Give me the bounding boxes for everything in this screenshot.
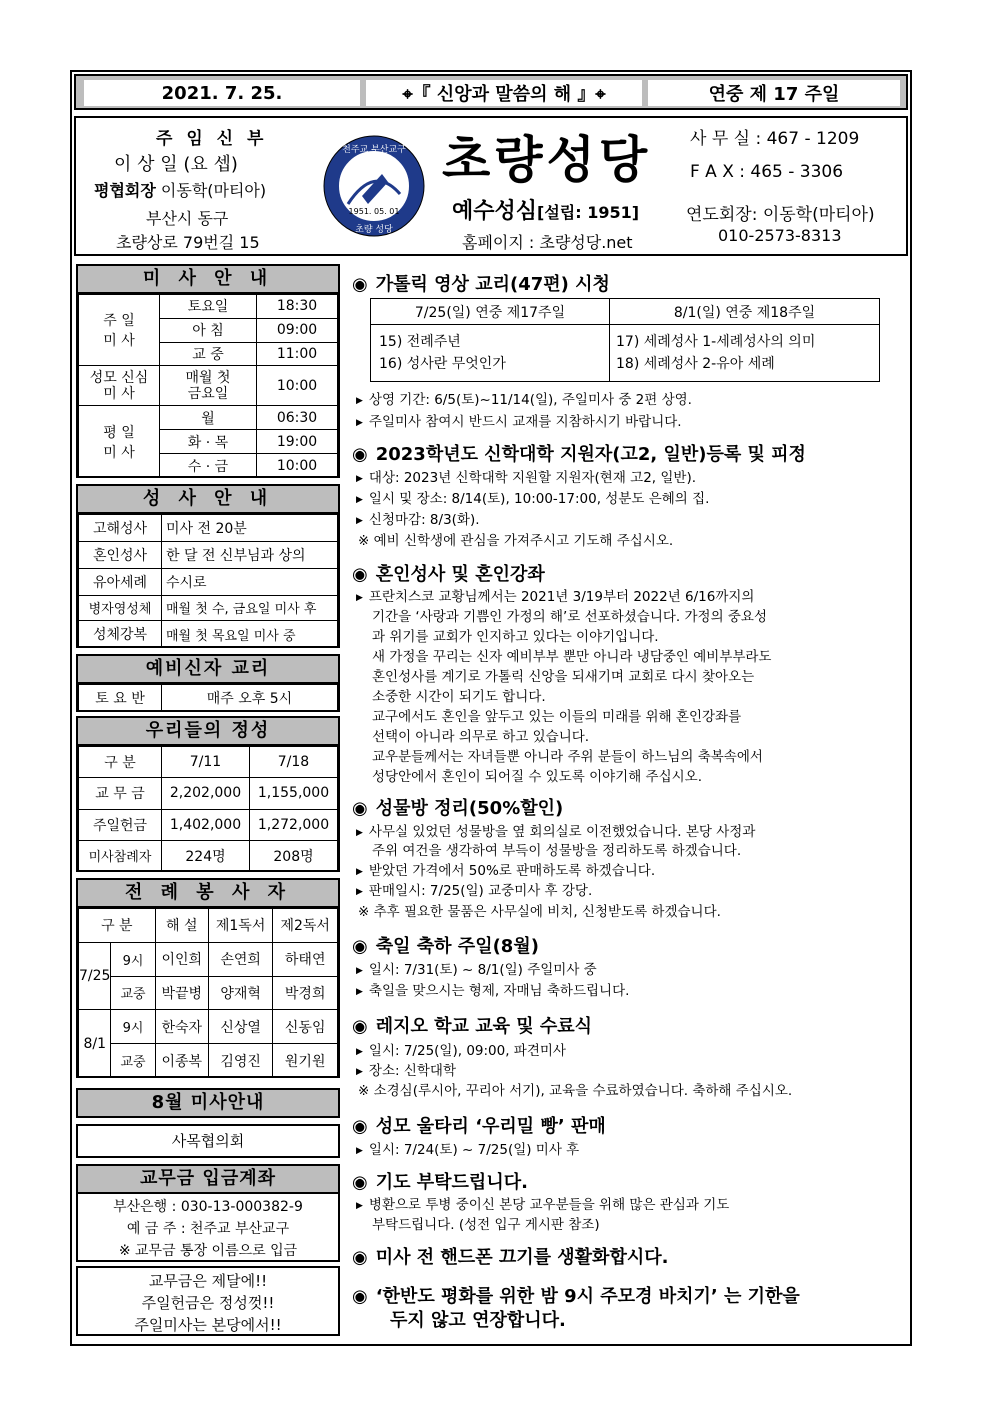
section-title: ◉ 미사 전 핸드폰 끄기를 생활화합시다. (352, 1247, 669, 1268)
mass-time: 19:00 (257, 430, 338, 454)
servers-slot: 교중 (111, 976, 155, 1010)
offering-header: 7/18 (250, 747, 338, 778)
servers-table (78, 908, 338, 1078)
sacraments-title: 성 사 안 내 (78, 486, 338, 514)
section-title: ◉ 가톨릭 영상 교리(47편) 시청 (352, 274, 610, 295)
catechumen-table (78, 684, 338, 712)
bullet-item: ▶ 프란치스코 교황님께서는 2021년 3/19부터 2022년 6/16까지의 (356, 585, 754, 605)
issue-date: 2021. 7. 25. (84, 80, 360, 106)
offering-value: 1,272,000 (250, 809, 338, 840)
pastor-name: 이 상 일 (요 셉) (114, 154, 238, 175)
bullet-item: ▶ 사무실 있었던 성물방을 옆 회의실로 이전했었습니다. 본당 사정과 (356, 820, 755, 840)
catechumen-box (76, 654, 340, 712)
bullet-item: ▶ 신청마감: 8/3(화). (356, 508, 480, 528)
mass-label: 토요일 (160, 295, 257, 319)
video-week-header: 8/1(일) 연중 제18주일 (610, 299, 880, 325)
account-note: ※ 교무금 통장 이름으로 입금 (118, 1243, 298, 1259)
servers-header: 제1독서 (208, 909, 273, 943)
offering-value: 208명 (250, 840, 338, 871)
video-week-header: 7/25(일) 연중 제17주일 (371, 299, 610, 325)
server-name: 양재혁 (208, 976, 273, 1010)
catechumen-title: 예비신자 교리 (78, 656, 338, 684)
mass-label: 화 · 목 (160, 430, 257, 454)
server-name: 신상열 (208, 1010, 273, 1044)
offering-value: 1,155,000 (250, 778, 338, 809)
offering-label: 미사참례자 (79, 840, 162, 871)
server-name: 이인희 (155, 942, 208, 976)
offering-table (78, 746, 338, 872)
body-line: 혼인성사를 계기로 가톨릭 신앙을 되새기며 교회로 다시 찾아오는 (372, 669, 755, 685)
mass-time: 18:30 (257, 295, 338, 319)
mass-time: 09:00 (257, 318, 338, 342)
bullet-item: ▶ 받았던 가격에서 50%로 판매하도록 하겠습니다. (356, 859, 655, 879)
mass-group-marian: 성모 신심 미 사 (79, 366, 160, 406)
account-holder: 예 금 주 : 천주교 부산교구 (126, 1221, 290, 1237)
liturgical-week: 연중 제 17 주일 (648, 80, 900, 106)
diocese-seal-icon (322, 134, 426, 238)
masthead (74, 116, 908, 256)
sacrament-name: 성체강복 (79, 621, 162, 648)
address-line2: 초량상로 79번길 15 (116, 233, 260, 252)
body-line: 교우분들께서는 자녀들뿐 아니라 주위 분들이 하느님의 축복속에서 (372, 749, 763, 765)
body-line: 기간을 ‘사랑과 기쁨인 가정의 해’로 선포하셨습니다. 가정의 중요성 (372, 609, 768, 625)
body-line: 소중한 시간이 되기도 합니다. (372, 689, 546, 705)
body-line: 과 위기를 교회가 인지하고 있다는 이야기입니다. (372, 629, 659, 645)
mass-label: 아 침 (160, 318, 257, 342)
mass-label: 교 중 (160, 342, 257, 366)
server-name: 이종복 (155, 1044, 208, 1078)
account-box (76, 1164, 340, 1262)
body-line: 성당안에서 혼인이 되어질 수 있도록 이야기해 주십시오. (372, 769, 702, 785)
church-patron: 예수성심[설립: 1951] (452, 199, 640, 224)
svg-text:1951. 05. 01: 1951. 05. 01 (348, 207, 400, 216)
section-title: ◉ 2023학년도 신학대학 지원자(고2, 일반)등록 및 피정 (352, 444, 806, 465)
mass-time: 11:00 (257, 342, 338, 366)
mass-label: 매월 첫 금요일 (160, 366, 257, 406)
sacrament-info: 수시로 (162, 568, 338, 595)
servers-header: 해 설 (155, 909, 208, 943)
mass-schedule-box (76, 264, 340, 478)
office-phone: 사 무 실 : 467 - 1209 (690, 129, 860, 149)
offering-value: 1,402,000 (162, 809, 250, 840)
header-bar (74, 74, 908, 110)
bullet-item: ▶ 일시: 7/25(일), 09:00, 파견미사 (356, 1039, 566, 1059)
section-title-cont: 두지 않고 연장합니다. (390, 1310, 566, 1331)
note-item: ※ 예비 신학생에 관심을 가져주시고 기도해 주십시오. (358, 533, 674, 549)
league-phone: 010-2573-8313 (718, 226, 842, 245)
servers-title: 전 례 봉 사 자 (78, 880, 338, 908)
offering-label: 주일헌금 (79, 809, 162, 840)
slogan: 주일미사는 본당에서!! (134, 1316, 282, 1334)
section-title: ◉ 성물방 정리(50%할인) (352, 798, 564, 819)
slogans-box (76, 1266, 340, 1336)
servers-date: 7/25 (79, 942, 111, 1010)
church-name: 초량성당 (442, 131, 652, 189)
offering-header: 구 분 (79, 747, 162, 778)
servers-date: 8/1 (79, 1010, 111, 1078)
body-line: 새 가정을 꾸리는 신자 예비부부 뿐만 아니라 냉담중인 예비부부라도 (372, 649, 772, 665)
bullet-item: ▶ 장소: 신학대학 (356, 1059, 456, 1079)
sacrament-name: 유아세례 (79, 568, 162, 595)
mass-label: 월 (160, 406, 257, 430)
mass-time: 06:30 (257, 406, 338, 430)
server-name: 김영진 (208, 1044, 273, 1078)
sacrament-info: 매월 첫 수, 금요일 미사 후 (162, 595, 338, 621)
bullet-item: ▶ 상영 기간: 6/5(토)~11/14(일), 주일미사 중 2편 상영. (356, 388, 692, 408)
offering-header: 7/11 (162, 747, 250, 778)
bullet-item: ▶ 병환으로 투병 중이신 본당 교우분들을 위해 많은 관심과 기도 (356, 1193, 729, 1213)
offering-value: 224명 (162, 840, 250, 871)
mass-group-weekday: 평 일 미 사 (79, 406, 160, 478)
server-name: 박경희 (273, 976, 338, 1010)
server-name: 원기원 (273, 1044, 338, 1078)
svg-text:천주교 부산교구: 천주교 부산교구 (342, 145, 406, 155)
slogan: 주일헌금은 정성껏!! (141, 1294, 275, 1312)
account-bank: 부산은행 : 030-13-000382-9 (113, 1199, 303, 1215)
pastor-title: 주 임 신 부 (156, 129, 268, 149)
slogan: 교무금은 제달에!! (148, 1272, 268, 1290)
sacraments-table (78, 514, 338, 648)
offering-title: 우리들의 정성 (78, 718, 338, 746)
august-mass-title-box (76, 1088, 340, 1118)
offering-label: 교 무 금 (79, 778, 162, 809)
catechumen-class: 토 요 반 (79, 685, 162, 712)
mass-schedule-table (78, 294, 338, 478)
bullet-item: ▶ 주일미사 참여시 반드시 교재를 지참하시기 바랍니다. (356, 410, 682, 430)
note-item: ※ 소경심(루시아, 꾸리아 서기), 교육을 수료하였습니다. 축하해 주십시오. (358, 1083, 793, 1099)
sacrament-name: 혼인성사 (79, 541, 162, 568)
server-name: 하태연 (273, 942, 338, 976)
servers-slot: 교중 (111, 1044, 155, 1078)
year-theme: ⌖『 신앙과 말씀의 해 』⌖ (366, 80, 642, 106)
server-name: 손연희 (208, 942, 273, 976)
fax-number: F A X : 465 - 3306 (690, 162, 844, 182)
bullet-item: ▶ 대상: 2023년 신학대학 지원할 지원자(현재 고2, 일반). (356, 466, 696, 486)
sacrament-name: 병자영성체 (79, 595, 162, 621)
august-mass-title: 8월 미사안내 (78, 1090, 338, 1116)
bullet-item: ▶ 일시: 7/31(토) ~ 8/1(일) 주일미사 중 (356, 958, 597, 978)
offering-value: 2,202,000 (162, 778, 250, 809)
servers-slot: 9시 (111, 1010, 155, 1044)
servers-slot: 9시 (111, 942, 155, 976)
august-mass-body: 사목협의회 (76, 1124, 340, 1158)
mass-group-sunday: 주 일 미 사 (79, 295, 160, 366)
sacrament-info: 매월 첫 목요일 미사 중 (162, 621, 338, 648)
mass-time: 10:00 (257, 366, 338, 406)
bullet-item: ▶ 일시 및 장소: 8/14(토), 10:00-17:00, 성분도 은혜의 집. (356, 487, 709, 507)
catechumen-time: 매주 오후 5시 (162, 685, 338, 712)
section-title: ◉ ‘한반도 평화를 위한 밤 9시 주모경 바치기’ 는 기한을 (352, 1286, 800, 1307)
bullet-item: ▶ 일시: 7/24(토) ~ 7/25(일) 미사 후 (356, 1138, 579, 1158)
video-episodes: 15) 전례주년 16) 성사란 무엇인가 (371, 325, 610, 382)
video-episodes: 17) 세례성사 1-세례성사의 의미 18) 세례성사 2-유아 세례 (610, 325, 880, 382)
section-title: ◉ 기도 부탁드립니다. (352, 1172, 528, 1193)
servers-box (76, 878, 340, 1078)
servers-header: 제2독서 (273, 909, 338, 943)
section-title: ◉ 축일 축하 주일(8월) (352, 936, 539, 957)
mass-schedule-title: 미 사 안 내 (78, 266, 338, 294)
mass-time: 10:00 (257, 454, 338, 478)
sacrament-info: 한 달 전 신부님과 상의 (162, 541, 338, 568)
body-line: 주위 여건을 생각하여 부득이 성물방을 정리하도록 하겠습니다. (372, 843, 742, 859)
video-schedule-table (370, 298, 880, 382)
sacraments-box (76, 484, 340, 648)
note-item: ※ 추후 필요한 물품은 사무실에 비치, 신청받도록 하겠습니다. (358, 904, 721, 920)
section-title: ◉ 레지오 학교 교육 및 수료식 (352, 1016, 593, 1037)
body-line: 선택이 아니라 의무로 하고 있습니다. (372, 729, 590, 745)
server-name: 한숙자 (155, 1010, 208, 1044)
council-president: 평협회장 이동학(마티아) (94, 181, 267, 200)
bullet-item: ▶ 축일을 맞으시는 형제, 자매님 축하드립니다. (356, 979, 629, 999)
sacrament-info: 미사 전 20분 (162, 515, 338, 542)
section-title: ◉ 성모 울타리 ‘우리밀 빵’ 판매 (352, 1116, 606, 1137)
league-president: 연도회장: 이동학(마티아) (686, 205, 875, 225)
server-name: 신동임 (273, 1010, 338, 1044)
body-line: 부탁드립니다. (성전 입구 게시판 참조) (372, 1217, 600, 1233)
section-title: ◉ 혼인성사 및 혼인강좌 (352, 564, 545, 585)
homepage: 홈페이지 : 초량성당.net (462, 233, 633, 252)
account-title: 교무금 입금계좌 (78, 1166, 338, 1194)
svg-text:초량 성당: 초량 성당 (355, 225, 393, 235)
offering-box (76, 716, 340, 872)
address-line1: 부산시 동구 (146, 209, 229, 228)
sacrament-name: 고해성사 (79, 515, 162, 542)
servers-header: 구 분 (79, 909, 156, 943)
bullet-item: ▶ 판매일시: 7/25(일) 교중미사 후 강당. (356, 879, 592, 899)
server-name: 박끝병 (155, 976, 208, 1010)
mass-label: 수 · 금 (160, 454, 257, 478)
body-line: 교구에서도 혼인을 앞두고 있는 이들의 미래를 위해 혼인강좌를 (372, 709, 742, 725)
